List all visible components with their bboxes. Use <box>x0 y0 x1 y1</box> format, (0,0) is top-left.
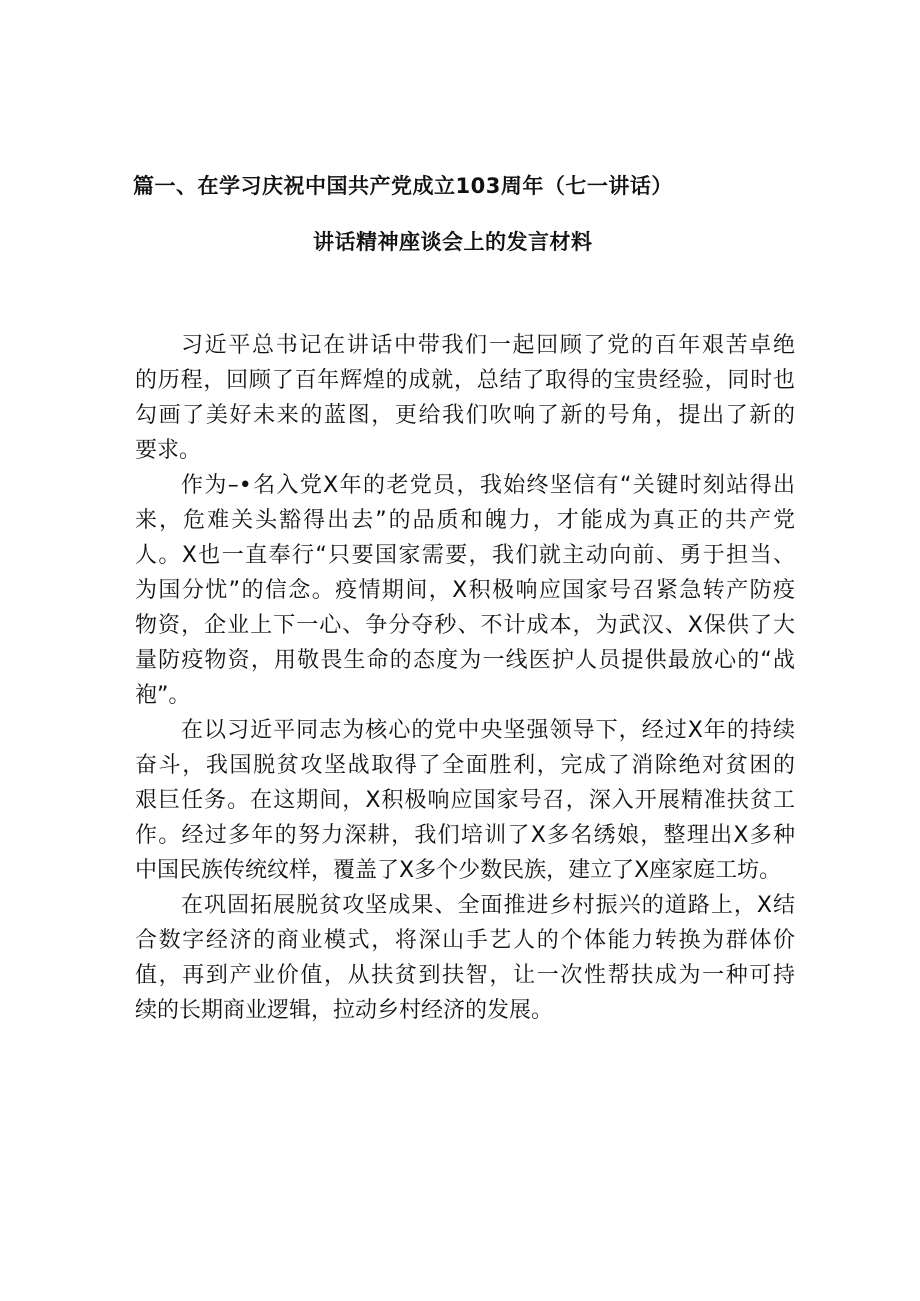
paragraph-1-line-1: 习近平总书记在讲话中带我们一起回顾了党的百年艰苦卓绝 <box>181 333 795 358</box>
paragraph-4-line-2: 合数字经济的商业模式，将深山手艺人的个体能力转换为群体价 <box>135 928 795 953</box>
paragraph-4-line-1: 在巩固拓展脱贫攻坚成果、全面推进乡村振兴的道路上，X结 <box>181 893 795 918</box>
paragraph-2-line-3: 人。X也一直奉行“只要国家需要，我们就主动向前、勇于担当、 <box>135 543 795 568</box>
paragraph-2-line-1: 作为–•名入党X年的老党员，我始终坚信有“关键时刻站得出 <box>181 473 795 498</box>
paragraph-2-line-4: 为国分忧”的信念。疫情期间，X积极响应国家号召紧急转产防疫 <box>135 578 795 603</box>
paragraph-1-line-4: 要求。 <box>135 438 202 463</box>
document-title-line-2: 讲话精神座谈会上的发言材料 <box>313 230 593 254</box>
paragraph-2-line-6: 量防疫物资，用敬畏生命的态度为一线医护人员提供最放心的“战 <box>135 648 795 673</box>
paragraph-3-line-1: 在以习近平同志为核心的党中央坚强领导下，经过X年的持续 <box>181 718 795 743</box>
paragraph-1-line-2: 的历程，回顾了百年辉煌的成就，总结了取得的宝贵经验，同时也 <box>135 368 795 393</box>
paragraph-2-line-2: 来，危难关头豁得出去”的品质和魄力，才能成为真正的共产党 <box>135 508 795 533</box>
paragraph-3-line-2: 奋斗，我国脱贫攻坚战取得了全面胜利，完成了消除绝对贫困的 <box>135 753 795 778</box>
paragraph-2-line-7: 袍”。 <box>135 683 191 708</box>
paragraph-1-line-3: 勾画了美好未来的蓝图，更给我们吹响了新的号角，提出了新的 <box>135 403 795 428</box>
paragraph-3-line-3: 艰巨任务。在这期间，X积极响应国家号召，深入开展精准扶贫工 <box>135 788 795 813</box>
paragraph-3-line-4: 作。经过多年的努力深耕，我们培训了X多名绣娘，整理出X多种 <box>135 823 795 848</box>
paragraph-4-line-3: 值，再到产业价值，从扶贫到扶智，让一次性帮扶成为一种可持 <box>135 963 795 988</box>
document-title-line-1: 篇一、在学习庆祝中国共产党成立103周年（七一讲话） <box>133 174 673 198</box>
paragraph-2-line-5: 物资，企业上下一心、争分夺秒、不计成本，为武汉、X保供了大 <box>135 613 795 638</box>
document-body <box>135 328 795 1028</box>
paragraph-3-line-5: 中国民族传统纹样，覆盖了X多个少数民族，建立了X座家庭工坊。 <box>135 858 782 883</box>
paragraph-4-line-4: 续的长期商业逻辑，拉动乡村经济的发展。 <box>135 998 554 1023</box>
